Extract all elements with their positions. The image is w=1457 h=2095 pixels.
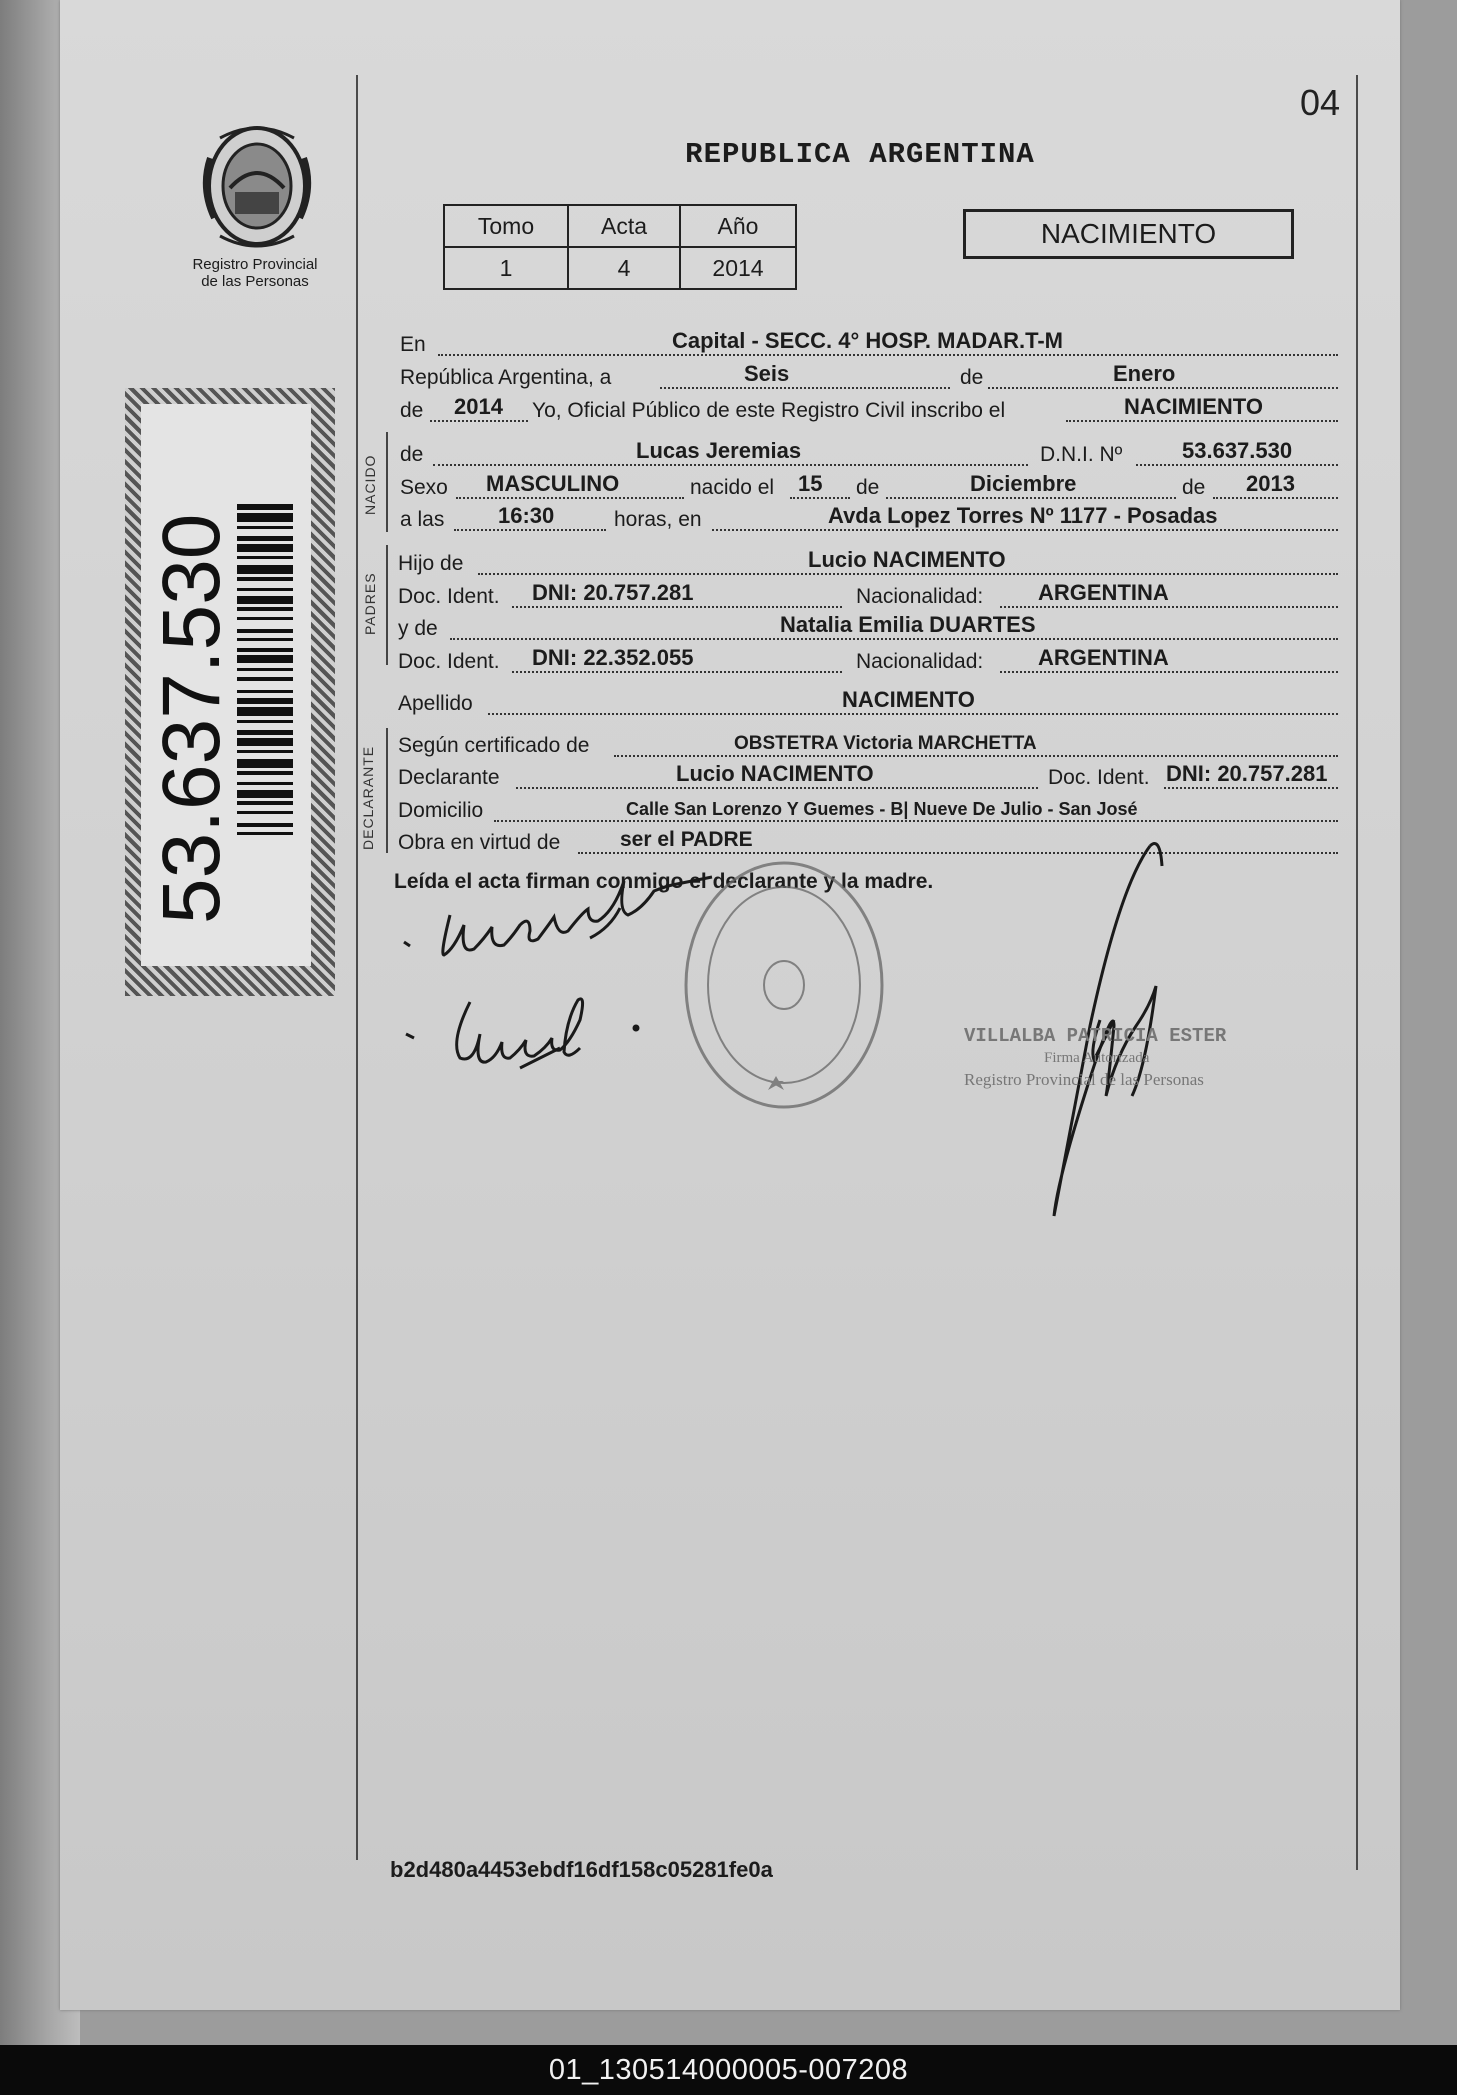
label-republica: República Argentina, a: [400, 366, 612, 389]
page-number: 04: [1300, 82, 1341, 123]
value-father: Lucio NACIMENTO: [808, 547, 1006, 572]
value-name: Lucas Jeremias: [636, 438, 802, 463]
mother-signature: [406, 999, 638, 1068]
act-type-box: NACIMIENTO: [963, 209, 1294, 259]
label-sexo: Sexo: [400, 476, 448, 499]
label-nac-mother: Nacionalidad:: [856, 650, 984, 673]
value-birth-year: 2013: [1246, 471, 1295, 496]
value-birth-place: Avda Lopez Torres Nº 1177 - Posadas: [828, 503, 1218, 528]
footer-id-bar: [0, 2045, 1457, 2095]
acta-header: Acta: [568, 205, 680, 247]
value-declarant-doc: DNI: 20.757.281: [1166, 761, 1328, 786]
label-domicilio: Domicilio: [398, 799, 484, 822]
value-place: Capital - SECC. 4° HOSP. MADAR.T-M: [672, 328, 1063, 353]
label-de-birth-month: de: [856, 476, 880, 499]
registry-label-line1: Registro Provincial: [192, 256, 318, 273]
label-en: En: [400, 333, 426, 356]
section-label-padres: PADRES: [362, 572, 378, 635]
value-mother-nationality: ARGENTINA: [1038, 645, 1169, 670]
value-month: Enero: [1113, 361, 1176, 386]
country-title: REPUBLICA ARGENTINA: [685, 138, 1035, 171]
value-time: 16:30: [498, 503, 555, 528]
value-father-doc: DNI: 20.757.281: [532, 580, 694, 605]
label-nacido-el: nacido el: [690, 476, 775, 499]
label-apellido: Apellido: [398, 692, 473, 715]
label-nac-father: Nacionalidad:: [856, 585, 984, 608]
label-a-las: a las: [400, 508, 445, 531]
value-mother-doc: DNI: 22.352.055: [532, 645, 694, 670]
section-label-declarante: DECLARANTE: [360, 745, 376, 850]
value-day: Seis: [744, 361, 790, 386]
label-de-name: de: [400, 443, 424, 466]
tomo-value: 1: [444, 247, 568, 289]
reading-statement: Leída el acta firman conmigo el declarante y la madre.: [394, 870, 934, 893]
value-dni: 53.637.530: [1182, 438, 1293, 463]
label-hijo-de: Hijo de: [398, 552, 464, 575]
footer-id: 01_130514000005-007208: [548, 2054, 909, 2086]
value-inscribe: NACIMIENTO: [1124, 394, 1263, 419]
value-certificate: OBSTETRA Victoria MARCHETTA: [734, 733, 1037, 754]
label-doc-father: Doc. Ident.: [398, 585, 500, 608]
value-mother: Natalia Emilia DUARTES: [780, 612, 1036, 637]
label-obra: Obra en virtud de: [398, 831, 561, 854]
label-de-birth-year: de: [1182, 476, 1206, 499]
acta-value: 4: [568, 247, 680, 289]
value-address: Calle San Lorenzo Y Guemes - B| Nueve De Julio - San José: [626, 799, 1138, 819]
label-y-de: y de: [398, 617, 438, 640]
label-doc-mother: Doc. Ident.: [398, 650, 500, 673]
round-stamp: [686, 863, 882, 1107]
label-horas-en: horas, en: [614, 508, 702, 531]
tomo-header: Tomo: [444, 205, 568, 247]
label-segun: Según certificado de: [398, 734, 590, 757]
official-stamp-title: Firma Autorizada: [1044, 1050, 1150, 1066]
label-dni: D.N.I. Nº: [1040, 443, 1123, 466]
barcode-number: 53.637.530: [146, 513, 237, 924]
label-doc-declarant: Doc. Ident.: [1048, 766, 1150, 789]
value-surname: NACIMENTO: [842, 687, 975, 712]
value-year: 2014: [454, 394, 503, 419]
value-declarant: Lucio NACIMENTO: [676, 761, 874, 786]
value-sex: MASCULINO: [486, 471, 620, 496]
label-declarante: Declarante: [398, 766, 500, 789]
label-de-month: de: [960, 366, 984, 389]
official-stamp-name: VILLALBA PATRICIA ESTER: [964, 1025, 1227, 1047]
document-hash: b2d480a4453ebdf16df158c05281fe0a: [390, 1857, 773, 1882]
anio-header: Año: [680, 205, 796, 247]
registry-label-line2: de las Personas: [201, 273, 309, 290]
label-de-year: de: [400, 399, 424, 422]
official-stamp: [964, 1025, 1226, 1091]
value-birth-day: 15: [798, 471, 823, 496]
value-father-nationality: ARGENTINA: [1038, 580, 1169, 605]
value-basis: ser el PADRE: [620, 828, 753, 851]
section-label-nacido: NACIDO: [362, 454, 378, 515]
label-oficial: Yo, Oficial Público de este Registro Civil inscribo el: [532, 399, 1006, 422]
declarant-signature: [404, 877, 712, 955]
official-stamp-registry: Registro Provincial de las Personas: [964, 1070, 1204, 1089]
anio-value: 2014: [680, 247, 796, 289]
value-birth-month: Diciembre: [970, 471, 1077, 496]
